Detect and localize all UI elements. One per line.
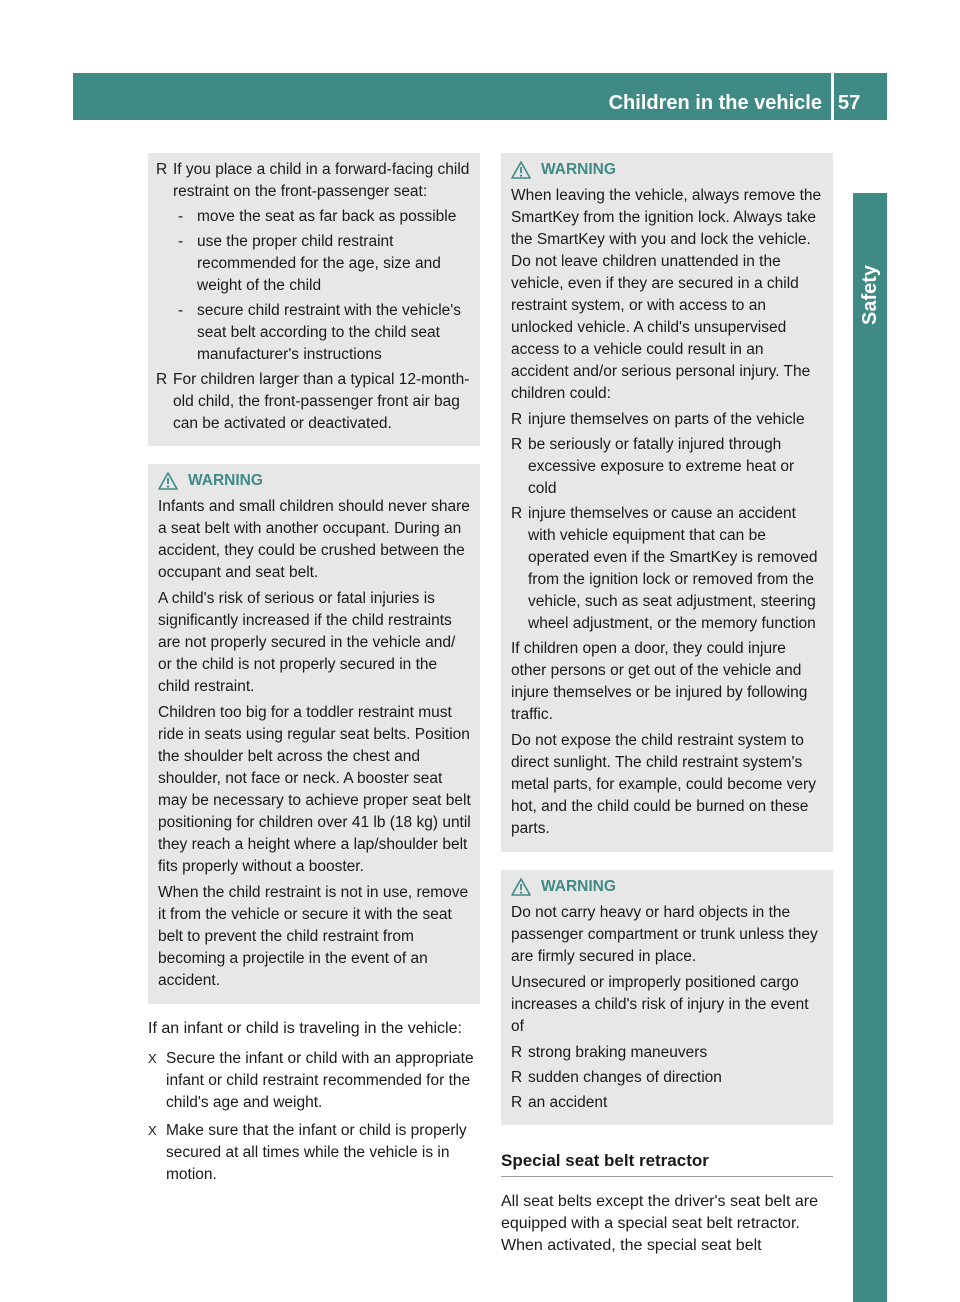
warning-heading	[158, 470, 472, 494]
warning-paragraph: Unsecured or improperly positioned cargo increases a child's risk of injury in the event of	[511, 974, 809, 1035]
info-box-front-seat	[148, 153, 480, 446]
warning-label: WARNING	[188, 472, 263, 489]
dash-marker: -	[178, 233, 184, 250]
instruction-step	[148, 1120, 480, 1186]
bullet-text: strong braking maneuvers	[528, 1044, 708, 1061]
section-body-text: All seat belts except the driver's seat belt are equipped with a special seat belt retractor. When activated, the special seat belt	[501, 1193, 818, 1254]
bullet-marker: R	[511, 1094, 523, 1111]
sub-text: use the proper child restraint recommended for the age, size and weight of the child	[197, 233, 441, 294]
page-header-title: Children in the vehicle	[608, 92, 822, 114]
warning-label: WARNING	[541, 878, 616, 895]
step-marker: X	[148, 1123, 157, 1138]
bullet-item	[511, 1042, 825, 1064]
warning-box-unattended	[501, 153, 833, 852]
bullet-item	[511, 503, 825, 635]
warning-paragraph: Children too big for a toddler restraint must ride in seats using regular seat belts. Position the shoulder belt across the chest and shoulder, not face or neck. A booster seat may be necessary to achieve proper seat belt positioning for children over 41 lb (18 kg) until they reach a height where a lap/shoulder belt fits properly without a booster.	[158, 704, 471, 875]
warning-paragraph: Do not expose the child restraint system to direct sunlight. The child restraint system's metal parts, for example, could become very hot, and the child could be burned on these parts.	[511, 732, 816, 837]
instruction-step	[148, 1048, 480, 1114]
warning-paragraph: Infants and small children should never share a seat belt with another occupant. During an accident, they could be crushed between the occupant and seat belt.	[158, 498, 470, 581]
sub-item	[156, 300, 472, 366]
warning-label: WARNING	[541, 161, 616, 178]
section-side-tab	[853, 193, 887, 1302]
bullet-item	[156, 369, 472, 435]
section-heading: Special seat belt retractor	[501, 1149, 833, 1177]
left-column	[148, 153, 480, 1192]
warning-triangle-icon	[511, 878, 531, 896]
bullet-marker: R	[511, 505, 523, 522]
sub-text: secure child restraint with the vehicle's seat belt according to the child seat manufacturer's instructions	[197, 302, 461, 363]
spacer	[148, 446, 480, 464]
warning-paragraph: A child's risk of serious or fatal injuries is significantly increased if the child restraints are not properly secured in the vehicle and/ or the child is not properly secured in the child restraint.	[158, 590, 456, 695]
warning-heading	[511, 159, 825, 183]
bullet-text: If you place a child in a forward-facing child restraint on the front-passenger seat:	[173, 161, 470, 200]
warning-box-cargo	[501, 870, 833, 1125]
warning-paragraph: If children open a door, they could injure other persons or get out of the vehicle and injure themselves or be injured by following traffic.	[511, 640, 808, 723]
bullet-marker: R	[511, 411, 523, 428]
header-divider	[831, 73, 834, 120]
warning-paragraph: Do not carry heavy or hard objects in the passenger compartment or trunk unless they are firmly secured in place.	[511, 904, 818, 965]
bullet-text: For children larger than a typical 12-month-old child, the front-passenger front air bag can be activated or deactivated.	[173, 371, 470, 432]
bullet-text: sudden changes of direction	[528, 1069, 722, 1086]
bullet-item	[511, 1067, 825, 1089]
step-text: Secure the infant or child with an appropriate infant or child restraint recommended for the child's age and weight.	[166, 1050, 474, 1111]
bullet-text: injure themselves on parts of the vehicle	[528, 411, 805, 428]
bullet-item	[511, 434, 825, 500]
sub-text: move the seat as far back as possible	[197, 208, 457, 225]
sub-item	[156, 206, 472, 228]
warning-triangle-icon	[158, 472, 178, 490]
page-number: 57	[838, 92, 861, 114]
bullet-text: be seriously or fatally injured through excessive exposure to extreme heat or cold	[528, 436, 795, 497]
right-column	[501, 153, 833, 1265]
bullet-item	[156, 159, 472, 203]
sub-item	[156, 231, 472, 297]
bullet-item	[511, 1092, 825, 1114]
bullet-marker: R	[511, 1069, 523, 1086]
bullet-marker: R	[511, 1044, 523, 1061]
bullet-marker: R	[511, 436, 523, 453]
intro-text: If an infant or child is traveling in the vehicle:	[148, 1020, 462, 1037]
warning-triangle-icon	[511, 161, 531, 179]
step-text: Make sure that the infant or child is properly secured at all times while the vehicle is in motion.	[166, 1122, 467, 1183]
warning-paragraph: When the child restraint is not in use, remove it from the vehicle or secure it with the seat belt to prevent the child restraint from becoming a projectile in the event of an accident.	[158, 884, 469, 989]
bullet-text: injure themselves or cause an accident with vehicle equipment that can be operated even if the SmartKey is removed from the ignition lock or removed from the vehicle, such as seat adjustment, steering wheel adjustment, or the memory function	[528, 505, 818, 632]
bullet-marker: R	[156, 371, 168, 388]
warning-paragraph: When leaving the vehicle, always remove the SmartKey from the ignition lock. Always take the SmartKey with you and lock the vehicle. Do not leave children unattended in the vehicle, even if they are secured in a child restraint system, or with access to an unlocked vehicle. A child's unsupervised access to a vehicle could result in an accident and/or serious personal injury. The children could:	[511, 187, 822, 402]
dash-marker: -	[178, 302, 184, 319]
warning-box-seat-belt	[148, 464, 480, 1004]
step-marker: X	[148, 1051, 157, 1066]
dash-marker: -	[178, 208, 184, 225]
bullet-item	[511, 409, 825, 431]
bullet-marker: R	[156, 161, 168, 178]
bullet-text: an accident	[528, 1094, 608, 1111]
spacer	[501, 852, 833, 870]
section-side-label: Safety	[859, 264, 881, 326]
warning-heading	[511, 876, 825, 900]
